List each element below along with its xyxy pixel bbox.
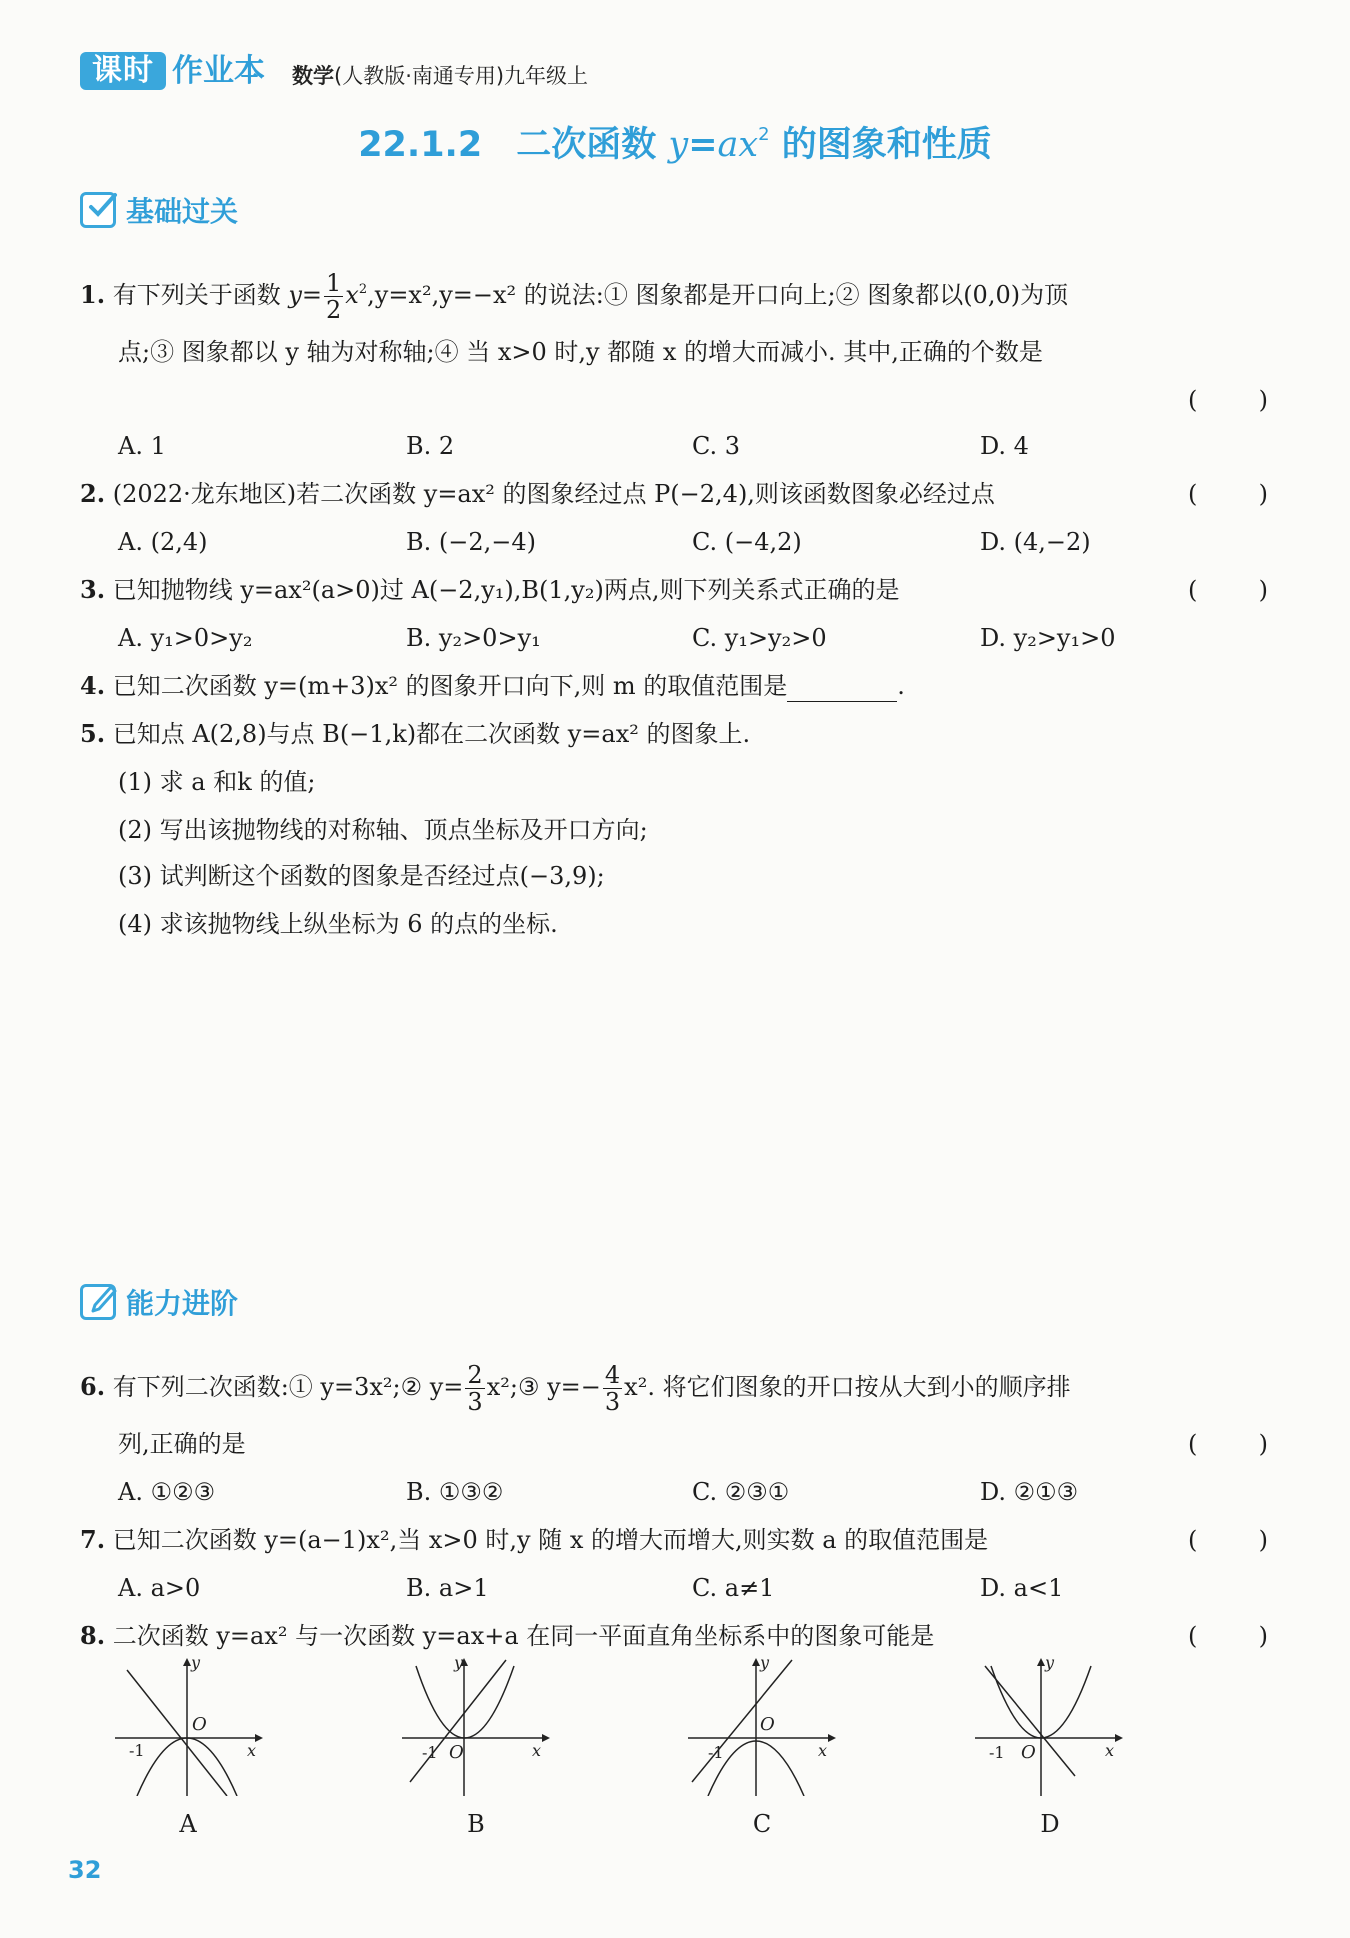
question-2	[80, 478, 995, 510]
option-b[interactable]: B. y₂>0>y₁	[406, 624, 541, 652]
graph-option-a[interactable]	[115, 1656, 265, 1796]
title-func-exp: 2	[758, 124, 770, 145]
option-c[interactable]: C. 3	[692, 432, 741, 460]
question-number: 6.	[80, 1372, 106, 1401]
question-text: 已知抛物线 y=ax²(a>0)过 A(−2,y₁),B(1,y₂)两点,则下列关系式正确的是	[112, 576, 900, 604]
option-b[interactable]: B. ①③②	[406, 1478, 504, 1506]
option-c[interactable]: C. y₁>y₂>0	[692, 624, 827, 652]
svg-text:O: O	[760, 1714, 775, 1735]
svg-text:x: x	[818, 1741, 828, 1760]
title-text-post: 的图象和性质	[781, 125, 992, 165]
svg-text:O: O	[449, 1742, 464, 1763]
question-number: 8.	[80, 1621, 106, 1650]
graph-label-b: B	[467, 1810, 485, 1838]
question-5-part-2: (2) 写出该抛物线的对称轴、顶点坐标及开口方向;	[118, 816, 648, 844]
question-text: 有下列关于函数	[112, 281, 281, 309]
option-c[interactable]: C. (−4,2)	[692, 528, 802, 556]
svg-text:x: x	[1105, 1741, 1115, 1760]
section-basic-label: 基础过关	[126, 195, 239, 228]
title-number: 22.1.2	[358, 125, 483, 165]
graph-label-c: C	[752, 1810, 772, 1838]
option-d[interactable]: D. (4,−2)	[980, 528, 1091, 556]
section-advanced	[80, 1280, 238, 1324]
answer-bracket[interactable]: ( )	[1188, 480, 1268, 508]
question-number: 5.	[80, 719, 106, 748]
svg-text:-1: -1	[708, 1743, 724, 1762]
question-5-part-3: (3) 试判断这个函数的图象是否经过点(−3,9);	[118, 862, 605, 890]
question-text: 已知二次函数 y=(a−1)x²,当 x>0 时,y 随 x 的增大而增大,则实数 a 的取值范围是	[112, 1526, 989, 1554]
question-4: 4. 已知二次函数 y=(m+3)x² 的图象开口向下,则 m 的取值范围是 .	[80, 671, 905, 700]
option-d[interactable]: D. ②①③	[980, 1478, 1079, 1506]
svg-text:O: O	[1021, 1742, 1036, 1763]
title-func-y: y	[668, 125, 689, 165]
checkbox-icon	[80, 192, 116, 228]
question-number: 2.	[80, 479, 106, 508]
question-6-line1	[80, 1362, 1071, 1415]
answer-bracket[interactable]: ( )	[1188, 1430, 1268, 1458]
svg-text:-1: -1	[989, 1743, 1005, 1762]
svg-text:x: x	[247, 1741, 257, 1760]
title-text-pre: 二次函数	[516, 125, 657, 165]
svg-text:y: y	[760, 1656, 770, 1672]
answer-bracket[interactable]: ( )	[1188, 386, 1268, 414]
question-text: (2022·龙东地区)若二次函数 y=ax² 的图象经过点 P(−2,4),则该函数图象必经过点	[112, 480, 995, 508]
question-number: 3.	[80, 575, 106, 604]
brand-logo: 课时	[80, 52, 166, 90]
option-c[interactable]: C. ②③①	[692, 1478, 790, 1506]
option-a[interactable]: A. ①②③	[118, 1478, 216, 1506]
question-text: 已知点 A(2,8)与点 B(−1,k)都在二次函数 y=ax² 的图象上.	[112, 720, 751, 748]
question-7	[80, 1524, 988, 1556]
svg-text:-1: -1	[422, 1743, 438, 1762]
graph-label-d: D	[1040, 1810, 1060, 1838]
option-d[interactable]: D. y₂>y₁>0	[980, 624, 1116, 652]
option-a[interactable]: A. 1	[118, 432, 166, 460]
answer-bracket[interactable]: ( )	[1188, 576, 1268, 604]
answer-bracket[interactable]: ( )	[1188, 1622, 1268, 1650]
fraction: $\frac{4}{3}$	[604, 1361, 621, 1416]
question-5-part-4: (4) 求该抛物线上纵坐标为 6 的点的坐标.	[118, 910, 558, 938]
subject-line	[292, 62, 588, 90]
question-8	[80, 1620, 934, 1652]
option-b[interactable]: B. (−2,−4)	[406, 528, 537, 556]
svg-text:-1: -1	[129, 1741, 145, 1760]
title-func-ax: ax	[717, 125, 759, 165]
option-d[interactable]: D. a<1	[980, 1574, 1064, 1602]
brand-name: 作业本	[172, 53, 265, 89]
question-text: 已知二次函数 y=(m+3)x² 的图象开口向下,则 m 的取值范围是	[112, 672, 788, 700]
svg-text:y: y	[191, 1656, 201, 1672]
question-text: x². 将它们图象的开口按从大到小的顺序排	[624, 1373, 1071, 1401]
option-a[interactable]: A. y₁>0>y₂	[118, 624, 253, 652]
svg-text:O: O	[192, 1714, 207, 1735]
option-a[interactable]: A. a>0	[118, 1574, 201, 1602]
pencil-box-icon	[80, 1284, 116, 1320]
question-text: ,y=x²,y=−x² 的说法:① 图象都是开口向上;② 图象都以(0,0)为顶	[367, 281, 1069, 309]
answer-bracket[interactable]: ( )	[1188, 1526, 1268, 1554]
svg-text:x: x	[532, 1741, 542, 1760]
question-1-line2: 点;③ 图象都以 y 轴为对称轴;④ 当 x>0 时,y 都随 x 的增大而减小. 其中,正确的个数是	[118, 338, 1043, 366]
subject-edition: (人教版·南通专用)九年级上	[334, 64, 589, 88]
svg-text:y: y	[1045, 1656, 1055, 1672]
graph-option-b[interactable]	[402, 1656, 552, 1796]
question-3	[80, 574, 899, 606]
question-number: 1.	[80, 280, 106, 309]
option-d[interactable]: D. 4	[980, 432, 1029, 460]
question-5	[80, 718, 750, 750]
fraction: $\frac{1}{2}$	[326, 269, 342, 324]
question-number: 4.	[80, 671, 106, 700]
svg-text:y: y	[454, 1656, 464, 1672]
graph-option-d[interactable]	[975, 1656, 1125, 1796]
question-5-part-1: (1) 求 a 和k 的值;	[118, 768, 316, 796]
graph-label-a: A	[179, 1810, 197, 1838]
subject-name: 数学	[292, 64, 334, 88]
option-a[interactable]: A. (2,4)	[118, 528, 208, 556]
answer-blank[interactable]	[787, 675, 897, 702]
question-text: 有下列二次函数:① y=3x²;② y=	[112, 1373, 464, 1401]
page-title	[0, 110, 1350, 170]
page-number: 32	[68, 1856, 102, 1884]
question-text: x²;③ y=−	[486, 1373, 601, 1401]
question-1-line1: 1. 有下列关于函数 y= $\frac{1}{2}$ $x^2,y=x^2,y=-x^2$ 的说法:① 图象都是开口向上;② 图象都以(0,0)为顶	[80, 269, 1069, 324]
section-basic	[80, 188, 238, 232]
section-advanced-label: 能力进阶	[126, 1287, 239, 1320]
option-b[interactable]: B. 2	[406, 432, 455, 460]
graph-option-c[interactable]	[688, 1656, 838, 1796]
question-6-line2: 列,正确的是	[118, 1430, 246, 1458]
title-func-eq: =	[688, 125, 718, 165]
option-c[interactable]: C. a≠1	[692, 1574, 775, 1602]
question-number: 7.	[80, 1525, 106, 1554]
question-text: 二次函数 y=ax² 与一次函数 y=ax+a 在同一平面直角坐标系中的图象可能是	[112, 1622, 935, 1650]
option-b[interactable]: B. a>1	[406, 1574, 489, 1602]
fraction: $\frac{2}{3}$	[467, 1361, 483, 1416]
